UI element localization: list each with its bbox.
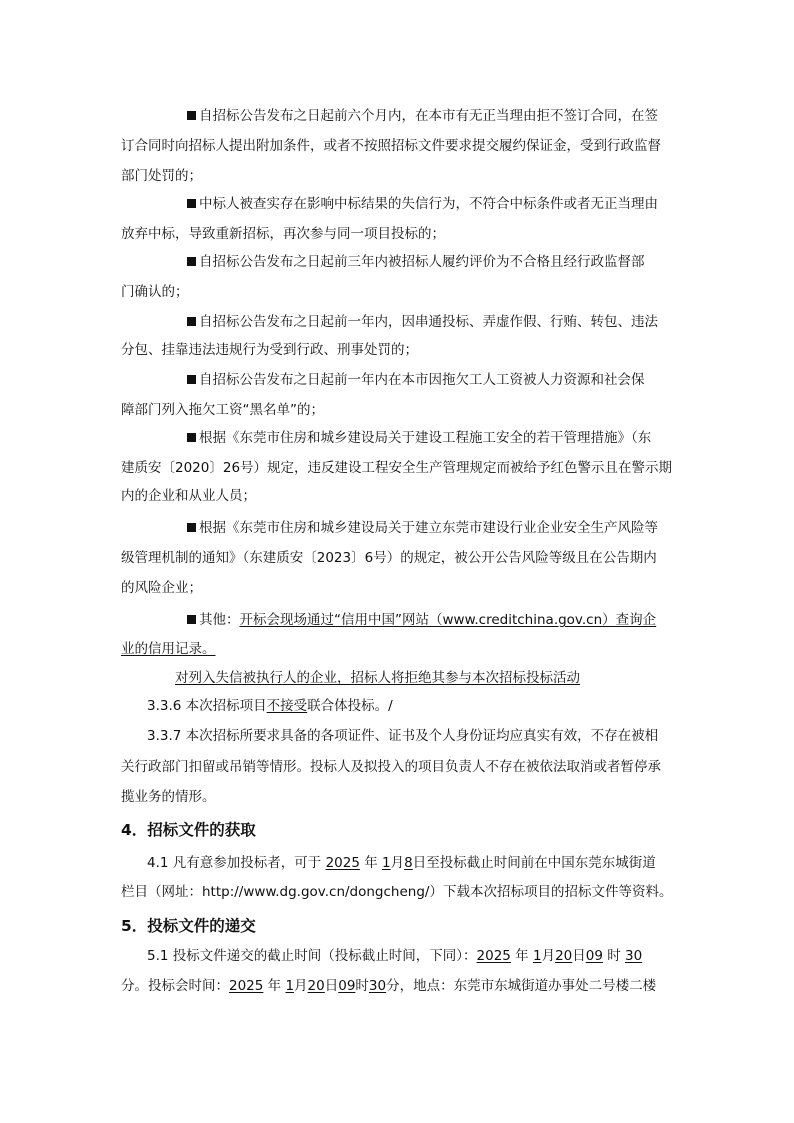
list-item: 自招标公告发布之日起前六个月内，在本市有无正当理由拒不签订合同，在签 [121,101,675,131]
text-line: 内的企业和从业人员； [121,488,256,504]
section-heading-5: 5．投标文件的递交 [121,917,256,935]
text-line: 对列入失信被执行人的企业，招标人将拒绝其参与本次招标投标活动 [175,670,580,686]
text-line: 障部门列入拖欠工资“黑名单”的； [121,402,324,418]
clause-5-1: 5.1 投标文件递交的截止时间（投标截止时间，下同）：2025 年 1月20日09 时 30 [147,948,643,964]
text-line: 建质安〔2020〕26号）规定，违反建设工程安全生产管理规定而被给予红色警示且在警示期 [121,460,673,476]
list-item: 中标人被查实存在影响中标结果的失信行为，不符合中标条件或者无正当理由 [121,189,675,219]
list-item: 自招标公告发布之日起前一年内，因串通投标、弄虚作假、行贿、转包、违法 [121,307,675,337]
text-line: 业的信用记录。 [121,641,216,657]
square-bullet-icon [187,615,196,624]
square-bullet-icon [187,111,196,120]
square-bullet-icon [187,375,196,384]
text-line: 分。投标会时间：2025 年 1月20日09时30分，地点：东莞市东城街道办事处二号楼二楼 [121,978,657,994]
clause-3-3-6: 3.3.6 本次招标项目不接受联合体投标。/ [147,698,393,714]
square-bullet-icon [187,523,196,532]
text-line: 栏目（网址：http://www.dg.gov.cn/dongcheng/）下载本次招标项目的招标文件等资料。 [121,884,673,900]
square-bullet-icon [187,433,196,442]
list-item: 自招标公告发布之日起前三年内被招标人履约评价为不合格且经行政监督部 [121,247,675,277]
section-heading-4: 4．招标文件的获取 [121,821,256,839]
text-line: 放弃中标，导致重新招标，再次参与同一项目投标的； [121,226,445,242]
list-item: 其他：开标会现场通过“信用中国”网站（www.creditchina.gov.cn）查询企 [121,605,675,635]
list-item: 自招标公告发布之日起前一年内在本市因拖欠工人工资被人力资源和社会保 [121,365,675,395]
text-line: 订合同时向招标人提出附加条件，或者不按照招标文件要求提交履约保证金，受到行政监督 [121,138,661,154]
text-line: 揽业务的情形。 [121,789,216,805]
clause-4-1: 4.1 凡有意参加投标者，可于 2025 年 1月8日至投标截止时间前在中国东莞东城街道 [147,855,656,871]
text-line: 级管理机制的通知》（东建质安〔2023〕6号）的规定，被公开公告风险等级且在公告期内 [121,550,657,566]
square-bullet-icon [187,199,196,208]
text-line: 部门处罚的； [121,168,202,184]
text-line: 的风险企业； [121,580,202,596]
text-line: 分包、挂靠违法违规行为受到行政、刑事处罚的； [121,342,418,358]
list-item: 根据《东莞市住房和城乡建设局关于建立东莞市建设行业企业安全生产风险等 [121,513,675,543]
square-bullet-icon [187,257,196,266]
clause-3-3-7: 3.3.7 本次招标所要求具备的各项证件、证书及个人身份证均应真实有效，不存在被相 [147,728,659,744]
square-bullet-icon [187,317,196,326]
list-item: 根据《东莞市住房和城乡建设局关于建设工程施工安全的若干管理措施》（东 [121,423,675,453]
text-line: 关行政部门扣留或吊销等情形。投标人及拟投入的项目负责人不存在被依法取消或者暂停承 [121,759,661,775]
text-line: 门确认的； [121,284,189,300]
